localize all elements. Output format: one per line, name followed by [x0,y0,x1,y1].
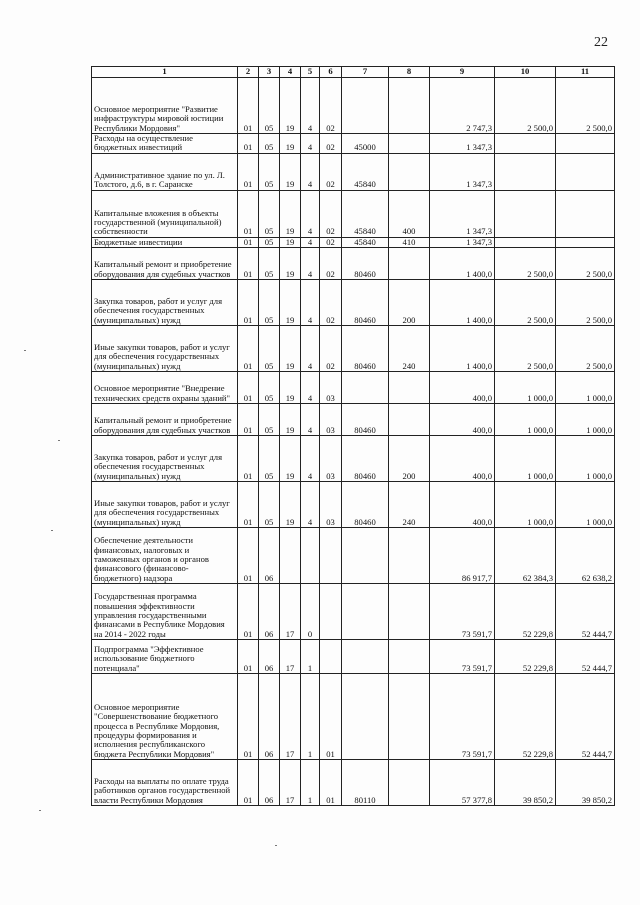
table-row [92,134,615,154]
column-header: 9 [430,67,495,78]
amount-year-1: 57 377,8 [430,760,495,806]
subsection-code: 05 [259,372,280,404]
section-code: 01 [238,153,259,190]
amount-year-2: 39 850,2 [495,760,556,806]
amount-year-2 [495,134,556,154]
event-code: 02 [320,280,342,326]
column-header: 6 [320,67,342,78]
subprogram-code: 4 [301,190,320,237]
amount-year-3: 2 500,0 [556,326,615,372]
subsection-code: 05 [259,237,280,247]
event-code: 02 [320,326,342,372]
program-code: 19 [280,482,301,528]
event-code: 02 [320,153,342,190]
program-code: 19 [280,326,301,372]
item-name: Закупка товаров, работ и услуг для обеспечения государственных (муниципальных) нужд [92,280,238,326]
amount-year-3: 39 850,2 [556,760,615,806]
direction-code: 80460 [342,404,389,436]
program-code: 19 [280,404,301,436]
column-header: 3 [259,67,280,78]
column-header: 4 [280,67,301,78]
amount-year-2 [495,190,556,237]
subsection-code: 05 [259,248,280,280]
section-code: 01 [238,528,259,584]
amount-year-2 [495,237,556,247]
amount-year-2: 1 000,0 [495,404,556,436]
section-code: 01 [238,78,259,134]
amount-year-3: 1 000,0 [556,372,615,404]
amount-year-1: 400,0 [430,482,495,528]
item-name: Государственная программа повышения эффективности управления государственными финансами в Республике Мордовия на 2014 - 2022 годы [92,584,238,640]
direction-code [342,528,389,584]
expense-type-code [389,584,430,640]
amount-year-1: 2 747,3 [430,78,495,134]
subprogram-code: 1 [301,640,320,674]
expense-type-code [389,78,430,134]
event-code: 02 [320,190,342,237]
subprogram-code: 4 [301,134,320,154]
column-header: 11 [556,67,615,78]
event-code [320,528,342,584]
table-row [92,436,615,482]
amount-year-3 [556,153,615,190]
direction-code: 45000 [342,134,389,154]
item-name: Подпрограмма "Эффективное использование бюджетного потенциала" [92,640,238,674]
table-row [92,372,615,404]
event-code: 03 [320,404,342,436]
amount-year-2: 52 229,8 [495,584,556,640]
scan-speck [275,845,277,846]
direction-code: 45840 [342,190,389,237]
amount-year-3 [556,134,615,154]
direction-code [342,372,389,404]
table-header-row [92,67,615,78]
table-row [92,760,615,806]
table-row [92,190,615,237]
scan-speck [24,350,26,351]
expense-type-code: 240 [389,326,430,372]
subprogram-code: 4 [301,436,320,482]
item-name: Расходы на выплаты по оплате труда работников органов государственной власти Республики Мордовия [92,760,238,806]
program-code: 17 [280,584,301,640]
expense-type-code [389,153,430,190]
direction-code [342,584,389,640]
section-code: 01 [238,280,259,326]
expense-type-code [389,404,430,436]
column-header: 5 [301,67,320,78]
amount-year-2: 1 000,0 [495,372,556,404]
expense-type-code [389,372,430,404]
direction-code [342,640,389,674]
direction-code: 80460 [342,280,389,326]
section-code: 01 [238,674,259,760]
subprogram-code: 4 [301,237,320,247]
amount-year-3: 2 500,0 [556,248,615,280]
event-code [320,584,342,640]
item-name: Иные закупки товаров, работ и услуг для обеспечения государственных (муниципальных) нужд [92,482,238,528]
subsection-code: 05 [259,153,280,190]
event-code: 03 [320,372,342,404]
subsection-code: 05 [259,404,280,436]
budget-table [91,66,615,806]
expense-type-code [389,528,430,584]
table-row [92,674,615,760]
amount-year-1: 1 347,3 [430,190,495,237]
table-row [92,482,615,528]
subsection-code: 06 [259,584,280,640]
expense-type-code: 200 [389,280,430,326]
event-code: 03 [320,482,342,528]
item-name: Основное мероприятие "Внедрение технических средств охраны зданий" [92,372,238,404]
subsection-code: 05 [259,280,280,326]
subsection-code: 05 [259,436,280,482]
table-row [92,237,615,247]
amount-year-2: 62 384,3 [495,528,556,584]
expense-type-code: 400 [389,190,430,237]
amount-year-3 [556,190,615,237]
section-code: 01 [238,404,259,436]
expense-type-code [389,640,430,674]
direction-code: 80110 [342,760,389,806]
column-header: 8 [389,67,430,78]
amount-year-1: 73 591,7 [430,640,495,674]
section-code: 01 [238,134,259,154]
subprogram-code: 4 [301,248,320,280]
amount-year-1: 73 591,7 [430,674,495,760]
event-code: 02 [320,134,342,154]
subsection-code: 06 [259,760,280,806]
amount-year-3: 1 000,0 [556,404,615,436]
section-code: 01 [238,436,259,482]
section-code: 01 [238,482,259,528]
subprogram-code: 4 [301,326,320,372]
subprogram-code: 1 [301,760,320,806]
amount-year-2: 52 229,8 [495,640,556,674]
expense-type-code [389,674,430,760]
amount-year-2: 1 000,0 [495,436,556,482]
program-code: 19 [280,134,301,154]
amount-year-1: 1 347,3 [430,134,495,154]
subprogram-code: 4 [301,153,320,190]
event-code: 01 [320,674,342,760]
scan-speck [58,440,60,441]
amount-year-2: 2 500,0 [495,326,556,372]
table-row [92,640,615,674]
subsection-code: 05 [259,190,280,237]
item-name: Расходы на осуществление бюджетных инвестиций [92,134,238,154]
amount-year-1: 86 917,7 [430,528,495,584]
item-name: Капитальные вложения в объекты государственной (муниципальной) собственности [92,190,238,237]
amount-year-1: 400,0 [430,404,495,436]
program-code: 19 [280,372,301,404]
column-header: 2 [238,67,259,78]
item-name: Закупка товаров, работ и услуг для обеспечения государственных (муниципальных) нужд [92,436,238,482]
subsection-code: 06 [259,640,280,674]
program-code: 19 [280,78,301,134]
subprogram-code: 4 [301,404,320,436]
subprogram-code: 4 [301,280,320,326]
amount-year-2: 2 500,0 [495,248,556,280]
direction-code: 45840 [342,153,389,190]
item-name: Основное мероприятие "Совершенствование бюджетного процесса в Республике Мордовия, процедуры формирования и исполнения республиканского бюджета Республики Мордовия" [92,674,238,760]
program-code: 19 [280,153,301,190]
subsection-code: 06 [259,528,280,584]
amount-year-3: 2 500,0 [556,280,615,326]
amount-year-3: 52 444,7 [556,584,615,640]
section-code: 01 [238,237,259,247]
amount-year-3: 1 000,0 [556,482,615,528]
item-name: Иные закупки товаров, работ и услуг для обеспечения государственных (муниципальных) нужд [92,326,238,372]
item-name: Бюджетные инвестиции [92,237,238,247]
amount-year-1: 1 400,0 [430,280,495,326]
expense-type-code [389,248,430,280]
subprogram-code [301,528,320,584]
amount-year-2: 2 500,0 [495,280,556,326]
program-code [280,528,301,584]
amount-year-2: 1 000,0 [495,482,556,528]
expense-type-code [389,760,430,806]
table-row [92,404,615,436]
subsection-code: 06 [259,674,280,760]
item-name: Обеспечение деятельности финансовых, налоговых и таможенных органов и органов финансового (финансово-бюджетного) надзора [92,528,238,584]
amount-year-3: 52 444,7 [556,674,615,760]
amount-year-1: 1 400,0 [430,248,495,280]
table-row [92,248,615,280]
table-row [92,78,615,134]
program-code: 19 [280,190,301,237]
amount-year-3: 2 500,0 [556,78,615,134]
amount-year-1: 1 347,3 [430,153,495,190]
section-code: 01 [238,248,259,280]
program-code: 19 [280,280,301,326]
amount-year-1: 73 591,7 [430,584,495,640]
subsection-code: 05 [259,326,280,372]
amount-year-3: 62 638,2 [556,528,615,584]
expense-type-code: 240 [389,482,430,528]
amount-year-1: 1 347,3 [430,237,495,247]
event-code: 02 [320,237,342,247]
subprogram-code: 4 [301,78,320,134]
program-code: 17 [280,640,301,674]
scan-speck [51,530,53,531]
amount-year-1: 400,0 [430,372,495,404]
subsection-code: 05 [259,78,280,134]
program-code: 19 [280,237,301,247]
program-code: 19 [280,436,301,482]
page-number: 22 [594,35,608,50]
table-row [92,153,615,190]
direction-code: 80460 [342,482,389,528]
subprogram-code: 1 [301,674,320,760]
expense-type-code: 200 [389,436,430,482]
program-code: 17 [280,760,301,806]
subsection-code: 05 [259,134,280,154]
table-row [92,326,615,372]
amount-year-2: 2 500,0 [495,78,556,134]
direction-code [342,78,389,134]
event-code: 02 [320,248,342,280]
subprogram-code: 4 [301,372,320,404]
event-code: 03 [320,436,342,482]
column-header: 7 [342,67,389,78]
column-header: 1 [92,67,238,78]
amount-year-1: 400,0 [430,436,495,482]
table-row [92,584,615,640]
table-row [92,528,615,584]
amount-year-2 [495,153,556,190]
program-code: 19 [280,248,301,280]
program-code: 17 [280,674,301,760]
amount-year-2: 52 229,8 [495,674,556,760]
subsection-code: 05 [259,482,280,528]
amount-year-3: 52 444,7 [556,640,615,674]
direction-code: 80460 [342,326,389,372]
expense-type-code: 410 [389,237,430,247]
direction-code: 45840 [342,237,389,247]
scan-speck [39,810,41,811]
table-row [92,280,615,326]
item-name: Административное здание по ул. Л. Толстого, д.6, в г. Саранске [92,153,238,190]
expense-type-code [389,134,430,154]
item-name: Основное мероприятие "Развитие инфраструктуры мировой юстиции Республики Мордовия" [92,78,238,134]
amount-year-3: 1 000,0 [556,436,615,482]
subprogram-code: 4 [301,482,320,528]
section-code: 01 [238,584,259,640]
event-code: 01 [320,760,342,806]
amount-year-1: 1 400,0 [430,326,495,372]
event-code [320,640,342,674]
item-name: Капитальный ремонт и приобретение оборудования для судебных участков [92,248,238,280]
section-code: 01 [238,640,259,674]
direction-code: 80460 [342,248,389,280]
subprogram-code: 0 [301,584,320,640]
section-code: 01 [238,326,259,372]
section-code: 01 [238,372,259,404]
direction-code [342,674,389,760]
column-header: 10 [495,67,556,78]
event-code: 02 [320,78,342,134]
section-code: 01 [238,760,259,806]
amount-year-3 [556,237,615,247]
item-name: Капитальный ремонт и приобретение оборудования для судебных участков [92,404,238,436]
direction-code: 80460 [342,436,389,482]
section-code: 01 [238,190,259,237]
